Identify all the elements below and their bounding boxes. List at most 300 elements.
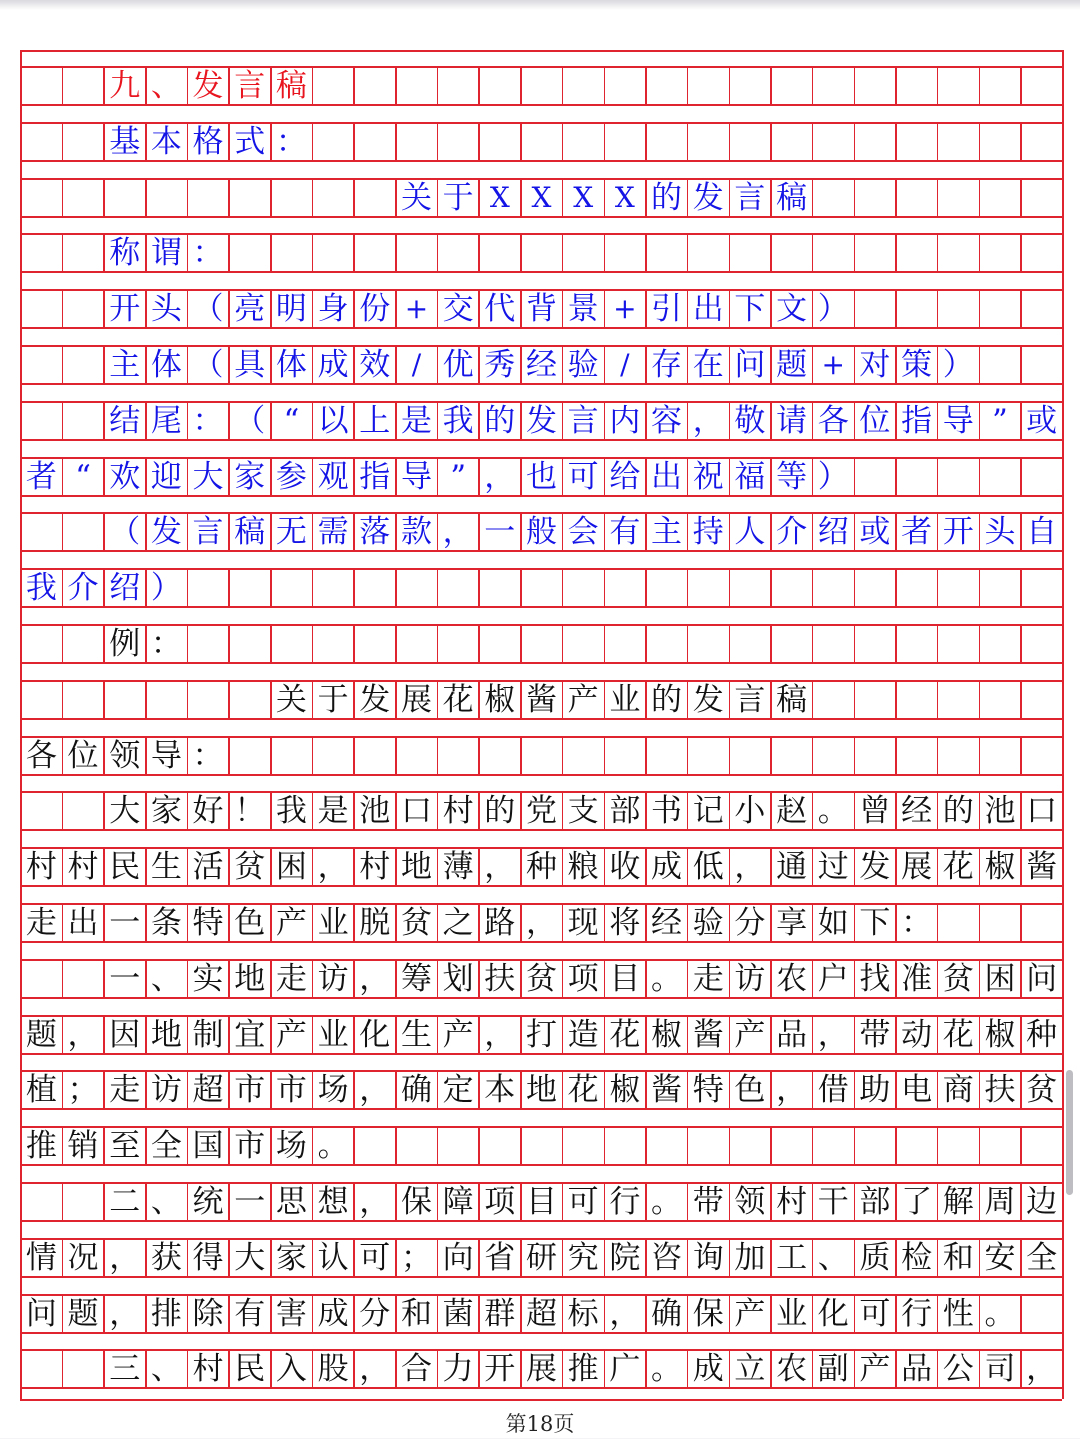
- manuscript-char: 各: [25, 737, 57, 774]
- manuscript-char: ，: [109, 1295, 141, 1332]
- manuscript-char: 认: [317, 1239, 349, 1276]
- manuscript-char: 地: [150, 1016, 182, 1053]
- grid-column-line: [520, 568, 522, 606]
- manuscript-char: 至: [109, 1128, 141, 1165]
- manuscript-char: 院: [609, 1239, 641, 1276]
- manuscript-char: 验: [567, 347, 599, 383]
- grid-column-line: [854, 568, 856, 606]
- grid-column-line: [270, 568, 272, 606]
- manuscript-char: 享: [776, 905, 808, 941]
- manuscript-char: 导: [150, 737, 182, 774]
- grid-column-line: [604, 624, 606, 662]
- manuscript-char: 行: [609, 1184, 641, 1220]
- manuscript-char: 稿: [776, 681, 808, 718]
- manuscript-char: 和: [942, 1239, 974, 1276]
- manuscript-char: 介: [67, 570, 99, 607]
- manuscript-char: 发: [525, 402, 557, 439]
- grid-column-line: [979, 66, 981, 104]
- manuscript-char: 经: [651, 905, 683, 941]
- manuscript-char: 池: [359, 793, 391, 830]
- manuscript-char: 花: [942, 849, 974, 886]
- manuscript-char: ）: [942, 347, 974, 383]
- manuscript-char: 化: [817, 1295, 849, 1332]
- grid-column-line: [895, 289, 897, 327]
- grid-column-line: [437, 1126, 439, 1164]
- grid-column-line: [687, 568, 689, 606]
- grid-column-line: [437, 122, 439, 160]
- manuscript-char: 全: [150, 1128, 182, 1165]
- grid-column-line: [687, 66, 689, 104]
- grid-column-line: [687, 736, 689, 774]
- manuscript-char: 产: [567, 681, 599, 718]
- manuscript-char: 产: [734, 1016, 766, 1053]
- manuscript-char: 标: [567, 1295, 599, 1332]
- grid-column-line: [478, 233, 480, 271]
- manuscript-char: 产: [275, 905, 307, 941]
- manuscript-char: ：: [275, 123, 307, 160]
- manuscript-char: 经: [901, 793, 933, 830]
- grid-column-line: [895, 736, 897, 774]
- grid-column-line: [62, 178, 64, 216]
- manuscript-char: 地: [234, 960, 266, 997]
- manuscript-char: 出: [67, 905, 99, 941]
- manuscript-char: 的: [942, 793, 974, 830]
- manuscript-char: 访: [317, 960, 349, 997]
- grid-border-bottom: [20, 1399, 1062, 1401]
- manuscript-char: 持: [692, 514, 724, 551]
- manuscript-char: 活: [192, 849, 224, 886]
- manuscript-char: 脱: [359, 905, 391, 941]
- grid-column-line: [145, 178, 147, 216]
- manuscript-char: 检: [901, 1239, 933, 1276]
- manuscript-char: 下: [734, 291, 766, 328]
- manuscript-char: 质: [859, 1239, 891, 1276]
- grid-column-line: [979, 233, 981, 271]
- manuscript-char: 力: [442, 1351, 474, 1388]
- manuscript-char: 款: [400, 514, 432, 551]
- manuscript-char: ，: [359, 1351, 391, 1388]
- manuscript-char: 份: [359, 291, 391, 328]
- manuscript-char: 景: [567, 291, 599, 328]
- grid-column-line: [895, 624, 897, 662]
- manuscript-char: 赵: [776, 793, 808, 830]
- manuscript-char: 的: [651, 681, 683, 718]
- manuscript-char: 困: [275, 849, 307, 886]
- manuscript-char: 一: [484, 514, 516, 551]
- manuscript-char: 引: [651, 291, 683, 328]
- manuscript-char: 出: [692, 291, 724, 328]
- manuscript-char: 言: [734, 681, 766, 718]
- manuscript-char: 家: [234, 458, 266, 495]
- grid-column-line: [62, 233, 64, 271]
- grid-column-line: [895, 457, 897, 495]
- grid-column-line: [270, 178, 272, 216]
- grid-column-line: [979, 1126, 981, 1164]
- grid-column-line: [478, 66, 480, 104]
- grid-column-line: [228, 178, 230, 216]
- manuscript-char: 了: [901, 1184, 933, 1220]
- manuscript-char: 向: [442, 1239, 474, 1276]
- grid-column-line: [729, 1126, 731, 1164]
- manuscript-char: 各: [817, 402, 849, 439]
- grid-column-line: [562, 233, 564, 271]
- grid-column-line: [854, 178, 856, 216]
- grid-column-line: [62, 122, 64, 160]
- grid-column-line: [937, 233, 939, 271]
- grid-column-line: [729, 233, 731, 271]
- manuscript-char: 我: [442, 402, 474, 439]
- manuscript-char: 言: [234, 68, 266, 104]
- grid-column-line: [145, 680, 147, 718]
- grid-column-line: [687, 122, 689, 160]
- manuscript-char: 成: [651, 849, 683, 886]
- manuscript-char: 自: [1026, 514, 1058, 551]
- manuscript-char: 的: [651, 179, 683, 216]
- manuscript-char: 优: [442, 347, 474, 383]
- manuscript-char: 一: [109, 960, 141, 997]
- manuscript-char: 市: [275, 1072, 307, 1109]
- manuscript-char: ，: [359, 960, 391, 997]
- grid-column-line: [1020, 122, 1022, 160]
- manuscript-char: 。: [651, 1184, 683, 1220]
- manuscript-char: 身: [317, 291, 349, 328]
- manuscript-char: 行: [901, 1295, 933, 1332]
- manuscript-char: ，: [442, 514, 474, 551]
- manuscript-char: 花: [942, 1016, 974, 1053]
- manuscript-char: 业: [317, 905, 349, 941]
- manuscript-char: 。: [817, 793, 849, 830]
- manuscript-char: 参: [275, 458, 307, 495]
- manuscript-char: 色: [234, 905, 266, 941]
- grid-column-line: [729, 66, 731, 104]
- manuscript-char: 和: [400, 1295, 432, 1332]
- grid-column-line: [937, 289, 939, 327]
- grid-column-line: [812, 233, 814, 271]
- manuscript-char: 开: [109, 291, 141, 328]
- manuscript-char: 者: [25, 458, 57, 495]
- grid-column-line: [770, 233, 772, 271]
- manuscript-char: 副: [817, 1351, 849, 1388]
- manuscript-char: 打: [525, 1016, 557, 1053]
- manuscript-char: 走: [109, 1072, 141, 1109]
- manuscript-char: 二: [109, 1184, 141, 1220]
- manuscript-char: 观: [317, 458, 349, 495]
- manuscript-char: ！: [234, 793, 266, 830]
- manuscript-char: ，: [734, 849, 766, 886]
- manuscript-char: 民: [109, 849, 141, 886]
- manuscript-char: 实: [192, 960, 224, 997]
- manuscript-char: ）: [817, 291, 849, 328]
- manuscript-char: ，: [67, 1016, 99, 1053]
- manuscript-char: 言: [192, 514, 224, 551]
- manuscript-char: 文: [776, 291, 808, 328]
- grid-column-line: [62, 512, 64, 550]
- grid-column-line: [395, 122, 397, 160]
- manuscript-char: 况: [67, 1239, 99, 1276]
- manuscript-char: 植: [25, 1072, 57, 1109]
- manuscript-char: 格: [192, 123, 224, 160]
- manuscript-char: 口: [1026, 793, 1058, 830]
- manuscript-char: 究: [567, 1239, 599, 1276]
- grid-column-line: [687, 233, 689, 271]
- grid-column-line: [395, 624, 397, 662]
- grid-column-line: [270, 736, 272, 774]
- manuscript-char: 准: [901, 960, 933, 997]
- manuscript-char: 存: [651, 347, 683, 383]
- manuscript-char: 问: [1026, 960, 1058, 997]
- grid-column-line: [979, 178, 981, 216]
- manuscript-char: 带: [692, 1184, 724, 1220]
- grid-column-line: [312, 624, 314, 662]
- grid-column-line: [395, 1126, 397, 1164]
- manuscript-char: 因: [109, 1016, 141, 1053]
- manuscript-char: 立: [734, 1351, 766, 1388]
- manuscript-char: 可: [859, 1295, 891, 1332]
- manuscript-char: 出: [651, 458, 683, 495]
- manuscript-char: 商: [942, 1072, 974, 1109]
- manuscript-char: 家: [150, 793, 182, 830]
- grid-column-line: [895, 680, 897, 718]
- manuscript-char: ：: [192, 402, 224, 439]
- scrollbar-thumb[interactable]: [1066, 1070, 1073, 1195]
- manuscript-char: 障: [442, 1184, 474, 1220]
- manuscript-char: 。: [984, 1295, 1016, 1332]
- manuscript-char: 大: [109, 793, 141, 830]
- manuscript-char: 。: [651, 1351, 683, 1388]
- manuscript-char: 收: [609, 849, 641, 886]
- grid-column-line: [937, 1126, 939, 1164]
- grid-column-line: [520, 233, 522, 271]
- grid-column-line: [854, 1126, 856, 1164]
- manuscript-char: 以: [317, 402, 349, 439]
- manuscript-char: 国: [192, 1128, 224, 1165]
- manuscript-char: 股: [317, 1351, 349, 1388]
- manuscript-char: 题: [67, 1295, 99, 1332]
- grid-column-line: [854, 624, 856, 662]
- manuscript-char: +: [613, 292, 637, 326]
- grid-column-line: [353, 122, 355, 160]
- manuscript-char: 保: [400, 1184, 432, 1220]
- manuscript-char: 酱: [1026, 849, 1058, 886]
- grid-column-line: [979, 624, 981, 662]
- manuscript-char: 特: [192, 905, 224, 941]
- grid-column-line: [937, 457, 939, 495]
- manuscript-char: 椒: [609, 1072, 641, 1109]
- grid-column-line: [1020, 345, 1022, 383]
- manuscript-char: 九: [109, 68, 141, 104]
- manuscript-char: 支: [567, 793, 599, 830]
- manuscript-char: 关: [400, 179, 432, 216]
- grid-column-line: [770, 1126, 772, 1164]
- grid-column-line: [1020, 1126, 1022, 1164]
- manuscript-char: ，: [1026, 1351, 1058, 1388]
- grid-column-line: [604, 233, 606, 271]
- grid-column-line: [395, 233, 397, 271]
- manuscript-char: 会: [567, 514, 599, 551]
- manuscript-char: 贫: [525, 960, 557, 997]
- manuscript-char: 确: [651, 1295, 683, 1332]
- grid-column-line: [812, 122, 814, 160]
- grid-column-line: [62, 289, 64, 327]
- manuscript-char: 解: [942, 1184, 974, 1220]
- grid-column-line: [937, 624, 939, 662]
- manuscript-char: 称: [109, 235, 141, 272]
- manuscript-char: 结: [109, 402, 141, 439]
- grid-column-line: [895, 568, 897, 606]
- grid-column-line: [979, 903, 981, 941]
- manuscript-char: 地: [525, 1072, 557, 1109]
- manuscript-char: 领: [734, 1184, 766, 1220]
- grid-column-line: [270, 624, 272, 662]
- manuscript-char: ，: [484, 458, 516, 495]
- manuscript-char: 性: [942, 1295, 974, 1332]
- grid-column-line: [979, 568, 981, 606]
- manuscript-char: 主: [109, 347, 141, 383]
- manuscript-char: ：: [901, 905, 933, 941]
- manuscript-char: 研: [525, 1239, 557, 1276]
- manuscript-char: （: [192, 347, 224, 383]
- manuscript-char: 推: [567, 1351, 599, 1388]
- manuscript-char: 成: [317, 347, 349, 383]
- manuscript-char: 开: [484, 1351, 516, 1388]
- manuscript-char: 除: [192, 1295, 224, 1332]
- manuscript-char: 具: [234, 347, 266, 383]
- grid-column-line: [395, 568, 397, 606]
- manuscript-char: 、: [150, 960, 182, 997]
- manuscript-char: 可: [567, 1184, 599, 1220]
- manuscript-char: 边: [1026, 1184, 1058, 1220]
- manuscript-char: +: [821, 348, 845, 381]
- grid-column-line: [103, 178, 105, 216]
- grid-column-line: [854, 233, 856, 271]
- grid-column-line: [645, 736, 647, 774]
- manuscript-char: 种: [525, 849, 557, 886]
- manuscript-char: 产: [859, 1351, 891, 1388]
- manuscript-char: 宜: [234, 1016, 266, 1053]
- grid-column-line: [562, 624, 564, 662]
- manuscript-char: 低: [692, 849, 724, 886]
- manuscript-char: 口: [400, 793, 432, 830]
- grid-column-line: [353, 568, 355, 606]
- grid-column-line: [937, 66, 939, 104]
- manuscript-char: 超: [525, 1295, 557, 1332]
- manuscript-char: 可: [359, 1239, 391, 1276]
- manuscript-char: 容: [651, 402, 683, 439]
- manuscript-char: 动: [901, 1016, 933, 1053]
- manuscript-char: 造: [567, 1016, 599, 1053]
- manuscript-char: 给: [609, 458, 641, 495]
- manuscript-char: 于: [442, 179, 474, 216]
- manuscript-char: 问: [734, 347, 766, 383]
- manuscript-char: 体: [150, 347, 182, 383]
- manuscript-char: 有: [234, 1295, 266, 1332]
- manuscript-char: ；: [400, 1239, 432, 1276]
- manuscript-char: 的: [484, 793, 516, 830]
- manuscript-char: X: [489, 180, 510, 214]
- manuscript-char: 工: [776, 1239, 808, 1276]
- grid-column-line: [812, 66, 814, 104]
- manuscript-char: 酱: [692, 1016, 724, 1053]
- manuscript-char: 成: [317, 1295, 349, 1332]
- grid-column-line: [353, 624, 355, 662]
- manuscript-char: ，: [109, 1239, 141, 1276]
- manuscript-char: 粮: [567, 849, 599, 886]
- manuscript-char: 党: [525, 793, 557, 830]
- manuscript-char: 位: [67, 737, 99, 774]
- grid-column-line: [312, 233, 314, 271]
- manuscript-char: 贫: [234, 849, 266, 886]
- grid-column-line: [520, 736, 522, 774]
- manuscript-char: 一: [234, 1184, 266, 1220]
- manuscript-char: 路: [484, 905, 516, 941]
- grid-column-line: [62, 401, 64, 439]
- manuscript-char: 等: [776, 458, 808, 495]
- manuscript-char: 合: [400, 1351, 432, 1388]
- manuscript-char: 民: [234, 1351, 266, 1388]
- manuscript-char: 村: [776, 1184, 808, 1220]
- grid-column-line: [1020, 680, 1022, 718]
- manuscript-char: 之: [442, 905, 474, 941]
- grid-column-line: [895, 178, 897, 216]
- manuscript-char: 省: [484, 1239, 516, 1276]
- manuscript-char: “: [75, 458, 91, 495]
- manuscript-char: 村: [359, 849, 391, 886]
- grid-column-line: [1020, 178, 1022, 216]
- manuscript-char: （: [192, 291, 224, 328]
- manuscript-char: 秀: [484, 347, 516, 383]
- grid-column-line: [395, 66, 397, 104]
- manuscript-char: 成: [692, 1351, 724, 1388]
- grid-column-line: [770, 736, 772, 774]
- manuscript-char: 体: [275, 347, 307, 383]
- manuscript-char: 有: [609, 514, 641, 551]
- grid-column-line: [62, 791, 64, 829]
- manuscript-char: 发: [359, 681, 391, 718]
- grid-column-line: [729, 568, 731, 606]
- grid-column-line: [979, 457, 981, 495]
- grid-column-line: [937, 568, 939, 606]
- manuscript-char: 人: [734, 514, 766, 551]
- grid-column-line: [1020, 233, 1022, 271]
- manuscript-char: 花: [609, 1016, 641, 1053]
- manuscript-char: 展: [901, 849, 933, 886]
- manuscript-char: ”: [992, 402, 1008, 439]
- grid-column-line: [1020, 457, 1022, 495]
- manuscript-char: （: [109, 514, 141, 551]
- manuscript-char: 入: [275, 1351, 307, 1388]
- grid-column-line: [312, 568, 314, 606]
- manuscript-char: 访: [734, 960, 766, 997]
- manuscript-char: 推: [25, 1128, 57, 1165]
- manuscript-char: 制: [192, 1016, 224, 1053]
- grid-column-line: [437, 66, 439, 104]
- manuscript-char: 酱: [651, 1072, 683, 1109]
- grid-column-line: [62, 624, 64, 662]
- manuscript-char: 关: [275, 681, 307, 718]
- manuscript-char: 确: [400, 1072, 432, 1109]
- manuscript-char: 明: [275, 291, 307, 328]
- grid-column-line: [895, 122, 897, 160]
- manuscript-char: 主: [651, 514, 683, 551]
- grid-column-line: [478, 1126, 480, 1164]
- manuscript-char: 走: [692, 960, 724, 997]
- manuscript-char: 想: [317, 1184, 349, 1220]
- manuscript-char: 谓: [150, 235, 182, 272]
- manuscript-char: 祝: [692, 458, 724, 495]
- manuscript-char: 筹: [400, 960, 432, 997]
- grid-column-line: [353, 66, 355, 104]
- manuscript-char: 发: [192, 68, 224, 104]
